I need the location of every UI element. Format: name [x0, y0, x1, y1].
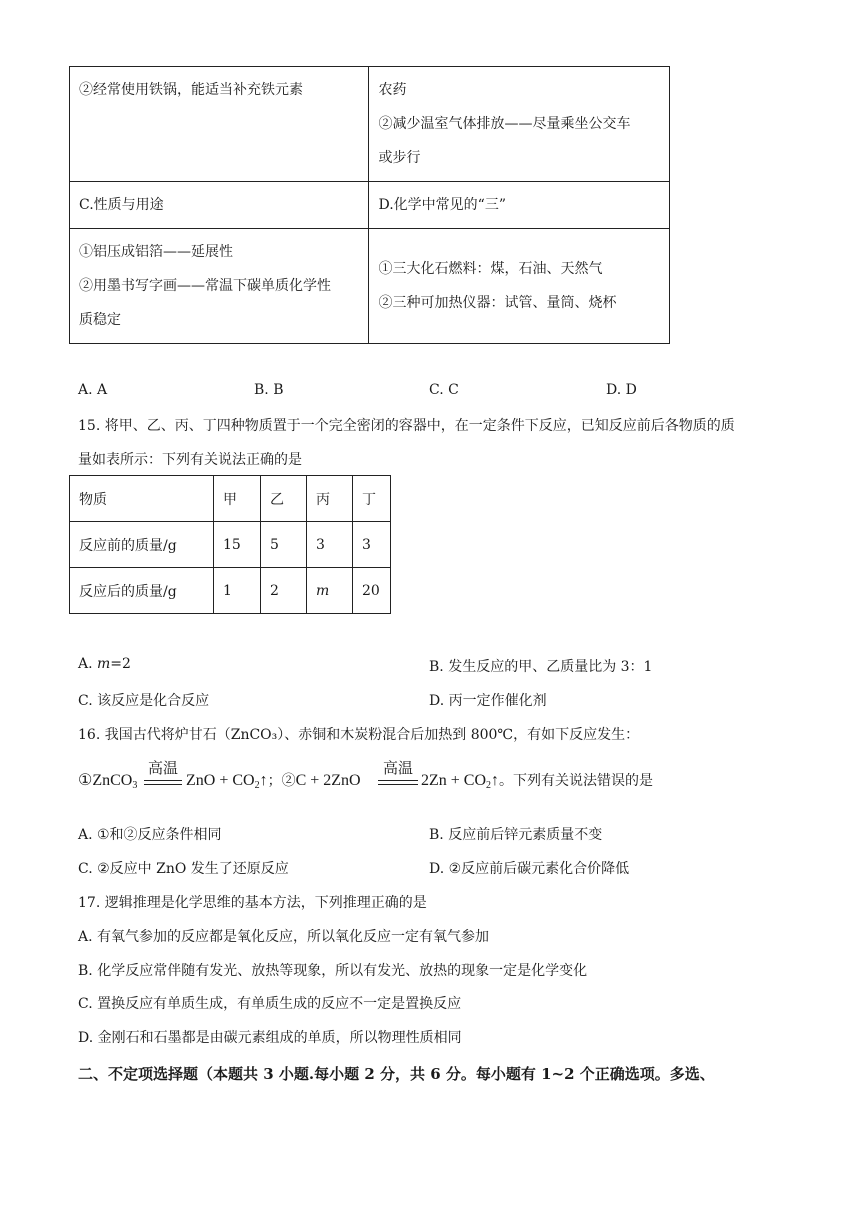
- q16-option-a: A. ①和②反应条件相同: [78, 827, 222, 843]
- cell-c-heading: C.性质与用途: [70, 182, 369, 229]
- mass-after-yi: 2: [261, 568, 307, 614]
- mass-table-header-substance: 物质: [70, 476, 214, 522]
- mass-after-label: 反应后的质量/g: [70, 568, 214, 614]
- cell-d-heading: D.化学中常见的“三”: [369, 182, 670, 229]
- mass-after-jia: 1: [214, 568, 261, 614]
- q16-option-b: B. 反应前后锌元素质量不变: [429, 827, 603, 843]
- q16-option-d: D. ②反应前后碳元素化合价降低: [429, 861, 630, 877]
- q15-option-d: D. 丙一定作催化剂: [429, 693, 547, 709]
- reaction1-lhs: ①ZnCO$_3$: [78, 772, 138, 791]
- q14-option-b: B. B: [254, 382, 284, 398]
- q17-option-c: C. 置换反应有单质生成，有单质生成的反应不一定是置换反应: [78, 996, 462, 1012]
- mass-before-yi: 5: [261, 522, 307, 568]
- mass-table: [69, 475, 391, 614]
- mass-table-header-ding: 丁: [353, 476, 391, 522]
- mass-table-header-jia: 甲: [214, 476, 261, 522]
- q14-option-c: C. C: [429, 382, 459, 398]
- q14-option-d: D. D: [606, 382, 637, 398]
- cell-row3-right: ①三大化石燃料：煤，石油、天然气 ②三种可加热仪器：试管、量筒、烧杯: [369, 229, 670, 344]
- mass-table-header-yi: 乙: [261, 476, 307, 522]
- mass-before-label: 反应前的质量/g: [70, 522, 214, 568]
- q16-option-c: C. ②反应中 ZnO 发生了还原反应: [78, 861, 289, 877]
- knowledge-table: [69, 66, 670, 344]
- q17-option-d: D. 金刚石和石墨都是由碳元素组成的单质，所以物理性质相同: [78, 1030, 462, 1046]
- cell-row1-left: ②经常使用铁锅，能适当补充铁元素: [70, 67, 369, 182]
- mass-before-ding: 3: [353, 522, 391, 568]
- cell-row3-left: ①铝压成铝箔——延展性 ②用墨书写字画——常温下碳单质化学性 质稳定: [70, 229, 369, 344]
- reaction2-equals: [378, 780, 418, 785]
- mass-table-header-bing: 丙: [307, 476, 353, 522]
- reaction2-rhs: $2Zn + CO_2↑$。下列有关说法错误的是: [421, 772, 654, 791]
- reaction1-condition: 高温: [148, 759, 179, 777]
- q17-option-b: B. 化学反应常伴随有发光、放热等现象，所以有发光、放热的现象一定是化学变化: [78, 963, 588, 979]
- reaction1-equals: [144, 780, 182, 785]
- q15-option-a: A. m=2: [78, 656, 131, 672]
- mass-before-jia: 15: [214, 522, 261, 568]
- q17-option-a: A. 有氧气参加的反应都是氧化反应，所以氧化反应一定有氧气参加: [78, 929, 490, 945]
- reaction1-rhs: ZnO + $CO_2↑$；②C + 2ZnO: [186, 772, 361, 791]
- section2-heading: 二、不定项选择题（本题共 3 小题.每小题 2 分，共 6 分。每小题有 1~2 个正确选项。多选、: [78, 1065, 715, 1083]
- cell-row1-right: 农药 ②减少温室气体排放——尽量乘坐公交车 或步行: [369, 67, 670, 182]
- q15-option-c: C. 该反应是化合反应: [78, 693, 210, 709]
- q17-stem: 17. 逻辑推理是化学思维的基本方法，下列推理正确的是: [78, 895, 427, 911]
- mass-after-ding: 20: [353, 568, 391, 614]
- q15-option-b: B. 发生反应的甲、乙质量比为 3：1: [429, 659, 653, 675]
- q15-stem-line2: 量如表所示：下列有关说法正确的是: [78, 452, 302, 468]
- mass-before-bing: 3: [307, 522, 353, 568]
- mass-after-bing: m: [307, 568, 353, 614]
- q15-stem-line1: 15. 将甲、乙、丙、丁四种物质置于一个完全密闭的容器中，在一定条件下反应，已知反应前后各物质的质: [78, 418, 735, 434]
- q14-option-a: A. A: [78, 382, 108, 398]
- reaction2-condition: 高温: [383, 759, 414, 777]
- q16-stem: 16. 我国古代将炉甘石（ZnCO₃）、赤铜和木炭粉混合后加热到 800℃，有如下反应发生：: [78, 727, 640, 743]
